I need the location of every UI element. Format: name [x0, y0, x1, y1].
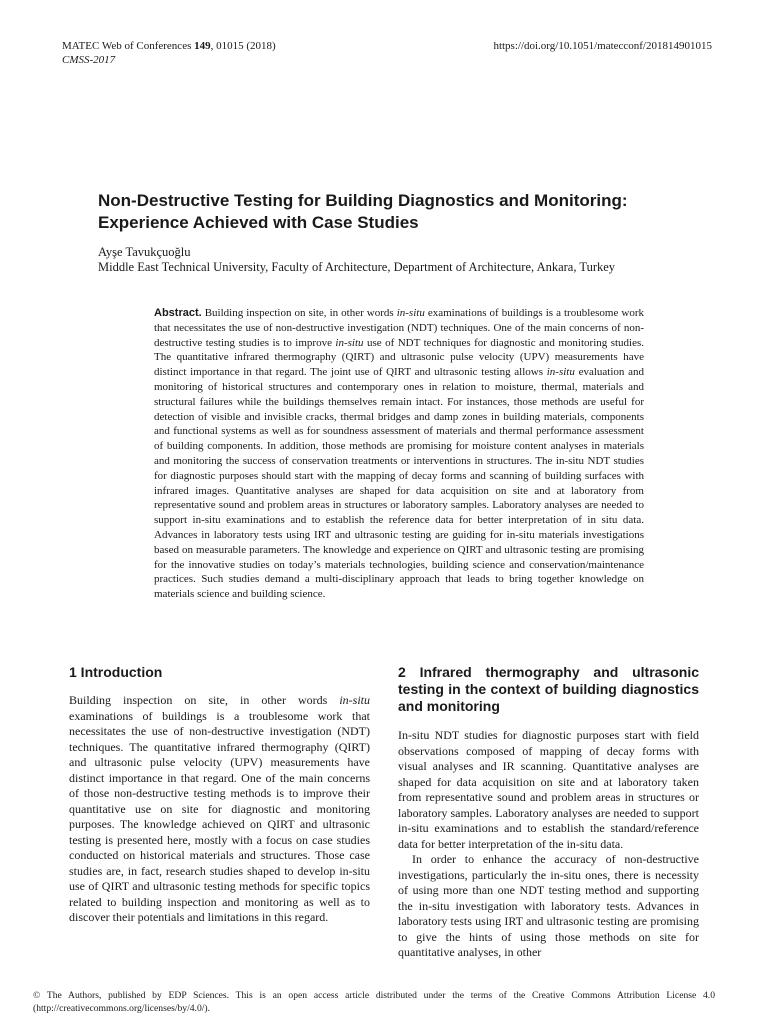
section2-paragraph-1: In-situ NDT studies for diagnostic purposes start with field observations composed of mapping of decay forms with visual analyses and IR scanning. Quantitative analyses are shaped for data acquisition on site and at laboratory taken from representative sound and problem areas in structures or laboratory samples. Laboratory analyses are needed to support in-situ examinations and to establish the standard/reference data for better interpretation of the in-situ data. [398, 728, 699, 851]
title-line-2: Experience Achieved with Case Studies [98, 213, 419, 232]
author-name: Ayşe Tavukçuoğlu [98, 245, 191, 259]
journal-volume: 149 [194, 40, 211, 52]
journal-citation [62, 39, 276, 53]
doi-link[interactable]: https://doi.org/10.1051/matecconf/201814901015 [493, 40, 712, 52]
left-column [69, 664, 370, 926]
abstract-label: Abstract. [154, 307, 202, 319]
section-heading-introduction: 1 Introduction [69, 664, 163, 680]
section2-paragraph-2: In order to enhance the accuracy of non-destructive investigations, particularly the in-situ ones, there is necessity of using more than one NDT testing method and supporting the in-situ investigation with laboratory tests. Advances in laboratory tests using IRT and ultrasonic testing are promising to give the hints of using those methods on site for quantitative analyses, in other [398, 852, 699, 959]
author-affiliation: Middle East Technical University, Faculty of Architecture, Department of Architecture, Ankara, Turkey [98, 260, 616, 274]
author-block [98, 245, 718, 275]
running-header-left [62, 39, 276, 67]
abstract: Abstract. Building inspection on site, in other words in-situ examinations of buildings is a troublesome work that necessitates the use of non-destructive investigation (NDT) techniques. One of the main concerns of non-destructive testing studies is to improve in-situ use of NDT techniques for diagnostic and monitoring studies. The quantitative infrared thermography (QIRT) and ultrasonic pulse velocity (UPV) measurements have distinct importance in that regard. The joint use of QIRT and ultrasonic testing allows in-situ evaluation and monitoring of historical structures and contemporary ones in relation to moisture, thermal, materials and structural failures while the buildings themselves remain intact. For instances, those methods are useful for detection of visible and invisible cracks, thermal bridges and damp zones in building materials, components and functional systems as well as for soundness assessment of materials and thermal performance assessment of building components. In addition, those methods are promising for moisture content analyses in materials and monitoring the success of conservation treatments or interventions in structures. The in-situ NDT studies for diagnostic purposes should start with the mapping of decay forms and scanning of building surfaces with infrared images. Quantitative analyses are shaped for data acquisition on site and at laboratory from representative sound and problem areas in structures or laboratory samples. Laboratory analyses are needed to support in-situ examinations and to establish the reference data for better interpretation of in situ data. Advances in laboratory tests using IRT and ultrasonic testing are guiding for in-situ materials investigations based on measurable parameters. The knowledge and experience on QIRT and ultrasonic testing are promising for the innovative studies on today’s materials technologies, building science and conservation/maintenance practices. Such studies demand a multi-disciplinary approach that leads to bring together knowledge on materials science and building science. [154, 307, 645, 601]
journal-name: MATEC Web of Conferences [62, 40, 192, 52]
paper-title [98, 190, 718, 234]
section-heading-infrared-ultrasonic: 2 Infrared thermography and ultrasonic testing in the context of building diagnostics and monitoring [398, 664, 699, 714]
title-line-1: Non-Destructive Testing for Building Diagnostics and Monitoring: [98, 191, 628, 210]
license-footer: © The Authors, published by EDP Sciences. This is an open access article distributed under the terms of the Creative Commons Attribution License 4.0 (http://creativecommons.org/licenses/by/4.0/). [33, 990, 715, 1014]
right-column [398, 664, 699, 961]
conference-name: CMSS-2017 [62, 54, 116, 66]
introduction-paragraph: Building inspection on site, in other words in-situ examinations of buildings is a troublesome work that necessitates the use of non-destructive investigation (NDT) techniques. The quantitative infrared thermography (QIRT) and ultrasonic pulse velocity (UPV) measurements have distinct importance in that regard. One of the main concerns of those non-destructive testing methods is to improve their quantitative use on site for diagnostic and monitoring purposes. The knowledge achieved on QIRT and ultrasonic testing is presented here, mostly with a focus on case studies conducted on historical materials and structures. Those case studies are, in fact, research studies shaped to develop in-situ use of QIRT and ultrasonic testing methods for specific topics related to building inspection and monitoring as well as to discover their potentials and limitations in this regard. [69, 693, 370, 924]
article-number: , 01015 (2018) [210, 40, 276, 52]
